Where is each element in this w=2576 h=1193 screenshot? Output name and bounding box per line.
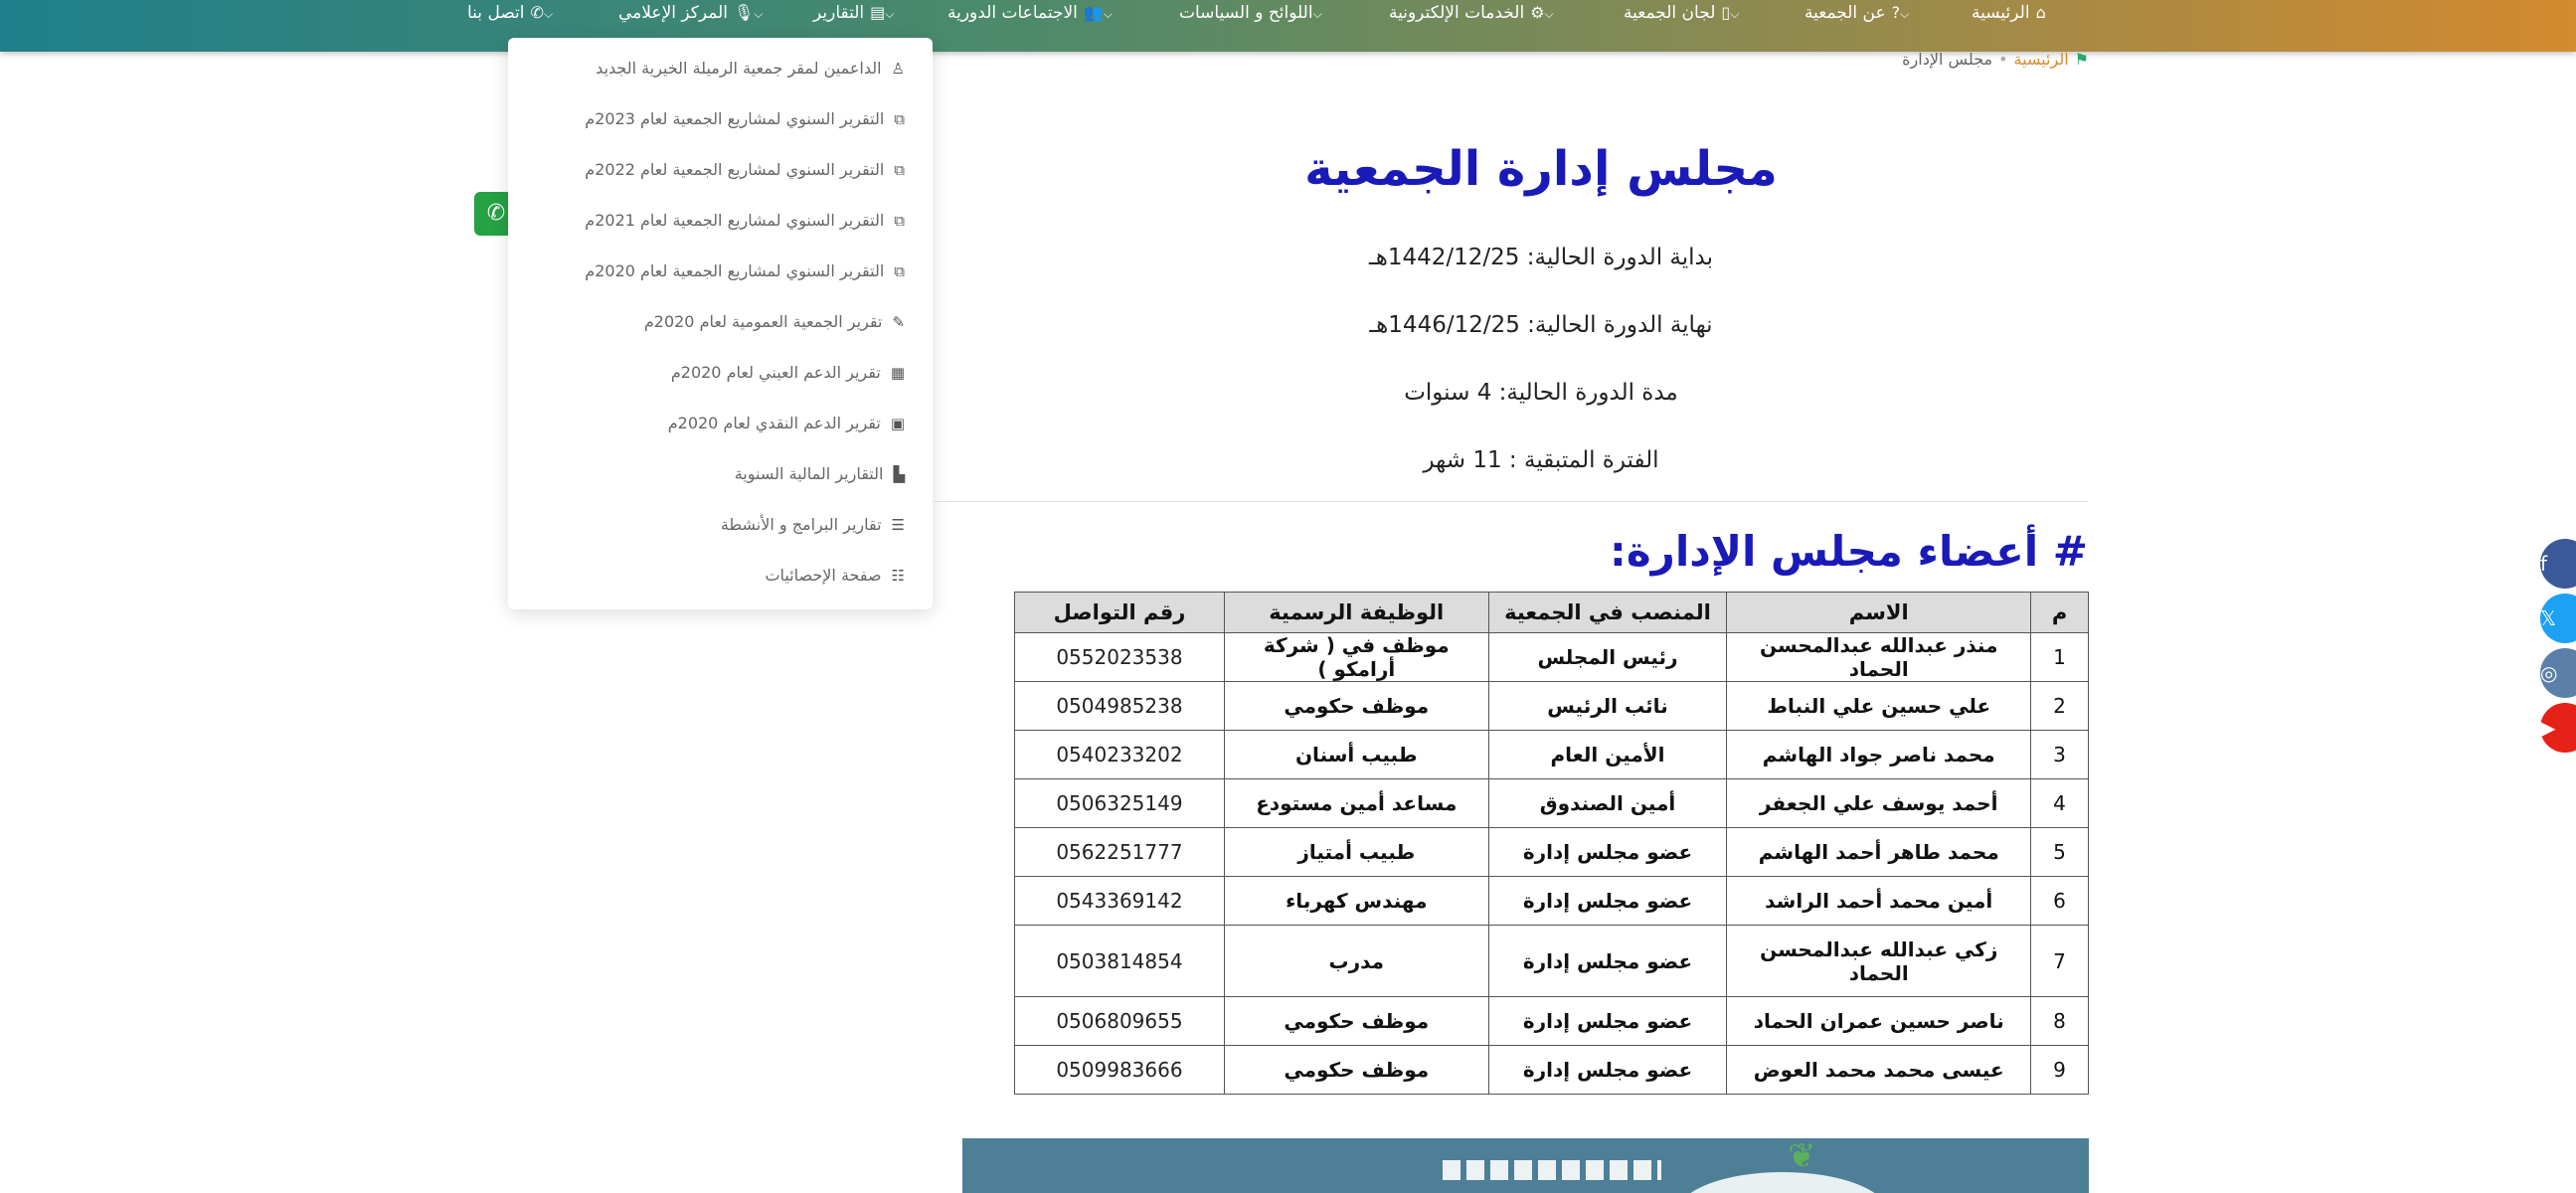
member-name: محمد ناصر جواد الهاشم xyxy=(1727,731,2031,779)
row-number: 2 xyxy=(2031,682,2089,731)
nav-label: لجان الجمعية xyxy=(1624,3,1716,23)
member-job: طبيب أسنان xyxy=(1224,731,1488,779)
nav-media-center[interactable] xyxy=(618,0,773,26)
member-position: رئيس المجلس xyxy=(1488,633,1727,682)
dropdown-item[interactable] xyxy=(596,54,905,84)
dropdown-item[interactable] xyxy=(585,104,905,134)
breadcrumb xyxy=(1902,50,2089,69)
instagram-link[interactable] xyxy=(2540,648,2576,698)
dropdown-item[interactable] xyxy=(585,206,905,236)
youtube-link[interactable] xyxy=(2540,703,2576,753)
chevron-down-icon: ⌵ xyxy=(1103,7,1113,21)
nav-label: اتصل بنا xyxy=(467,3,525,23)
nav-policies[interactable] xyxy=(1179,0,1332,26)
dropdown-item-label: التقرير السنوي لمشاريع الجمعية لعام 2020م xyxy=(585,261,885,280)
column-header: رقم التواصل xyxy=(1015,593,1225,633)
column-header: الوظيفة الرسمية xyxy=(1224,593,1488,633)
cycle-end-text: نهاية الدورة الحالية: 1446/12/25هـ xyxy=(1369,312,1713,338)
x-icon: 𝕏 xyxy=(2540,606,2557,630)
divider xyxy=(935,501,2088,502)
copy-icon: ⧉ xyxy=(894,262,905,280)
dropdown-item[interactable] xyxy=(671,358,905,388)
edit-icon: ✎ xyxy=(892,313,905,331)
member-job: موظف حكومي xyxy=(1224,682,1488,731)
member-name: ناصر حسين عمران الحماد xyxy=(1727,997,2031,1046)
member-position: عضو مجلس إدارة xyxy=(1488,997,1727,1046)
member-position: أمين الصندوق xyxy=(1488,779,1727,828)
instagram-icon: ◎ xyxy=(2540,661,2558,685)
breadcrumb-current: مجلس الإدارة xyxy=(1902,50,1993,69)
chart-icon: ▙ xyxy=(893,465,905,483)
member-job: موظف حكومي xyxy=(1224,1046,1488,1095)
copy-icon: ⧉ xyxy=(894,161,905,179)
chevron-down-icon: ⌵ xyxy=(1544,7,1554,21)
member-name: علي حسين علي النباط xyxy=(1727,682,2031,731)
row-number: 7 xyxy=(2031,926,2089,997)
table-row xyxy=(1015,828,2089,877)
nav-about[interactable] xyxy=(1804,0,1919,26)
table-header-row xyxy=(1015,593,2089,633)
dropdown-item-label: تقرير الدعم النقدي لعام 2020م xyxy=(667,414,881,432)
member-position: الأمين العام xyxy=(1488,731,1727,779)
member-job: مهندس كهرباء xyxy=(1224,877,1488,926)
nav-label: الخدمات الإلكترونية xyxy=(1389,3,1525,23)
dropdown-item-label: التقرير السنوي لمشاريع الجمعية لعام 2021م xyxy=(585,211,885,230)
member-position: عضو مجلس إدارة xyxy=(1488,877,1727,926)
member-job: مدرب xyxy=(1224,926,1488,997)
report-icon: ▤ xyxy=(870,3,886,22)
dropdown-item[interactable] xyxy=(585,155,905,185)
column-header: المنصب في الجمعية xyxy=(1488,593,1727,633)
table-row xyxy=(1015,1046,2089,1095)
whatsapp-icon: ✆ xyxy=(486,201,506,226)
breadcrumb-home-link[interactable]: الرئيسية xyxy=(2013,50,2069,69)
leaf-icon: ❦ xyxy=(1788,1138,1816,1176)
member-job: موظف في ( شركة أرامكو ) xyxy=(1224,633,1488,682)
dropdown-item-label: تقرير الجمعية العمومية لعام 2020م xyxy=(643,312,883,331)
nav-reports[interactable] xyxy=(813,0,904,26)
row-number: 4 xyxy=(2031,779,2089,828)
dropdown-item[interactable] xyxy=(765,561,905,591)
file-icon: ▯ xyxy=(1721,3,1731,22)
table-row xyxy=(1015,731,2089,779)
phone-icon: ✆ xyxy=(530,3,544,22)
bookmark-icon: ⚑ xyxy=(2074,50,2089,69)
board-members-table xyxy=(1014,592,2089,1095)
chevron-down-icon: ⌵ xyxy=(543,7,554,21)
youtube-icon: ▶ xyxy=(2540,716,2556,740)
facebook-link[interactable] xyxy=(2540,539,2576,589)
nav-label: الرئيسية xyxy=(1972,3,2030,23)
copy-icon: ⧉ xyxy=(894,212,905,230)
member-position: عضو مجلس إدارة xyxy=(1488,828,1727,877)
row-number: 3 xyxy=(2031,731,2089,779)
page-title: مجلس إدارة الجمعية xyxy=(1304,141,1778,197)
member-name: منذر عبدالله عبدالمحسن الحماد xyxy=(1727,633,2031,682)
nav-e-services[interactable] xyxy=(1389,0,1564,26)
member-phone: 0543369142 xyxy=(1015,877,1225,926)
member-job: طبيب أمتياز xyxy=(1224,828,1488,877)
member-name: عيسى محمد محمد العوض xyxy=(1727,1046,2031,1095)
nav-meetings[interactable] xyxy=(947,0,1122,26)
table-row xyxy=(1015,997,2089,1046)
money-icon: ▣ xyxy=(890,415,905,432)
banner-text-partial xyxy=(1443,1160,1661,1180)
microphone-icon: 🎙 xyxy=(733,3,755,22)
chevron-down-icon: ⌵ xyxy=(1312,7,1322,21)
nav-home[interactable] xyxy=(1972,0,2046,26)
member-phone: 0540233202 xyxy=(1015,731,1225,779)
dropdown-item[interactable] xyxy=(644,307,905,337)
cycle-start-text: بداية الدورة الحالية: 1442/12/25هـ xyxy=(1369,245,1713,270)
member-phone: 0506325149 xyxy=(1015,779,1225,828)
member-job: موظف حكومي xyxy=(1224,997,1488,1046)
copy-icon: ⧉ xyxy=(894,110,905,128)
member-name: أمين محمد أحمد الراشد xyxy=(1727,877,2031,926)
nav-label: التقارير xyxy=(813,3,865,23)
cycle-duration-text: مدة الدورة الحالية: 4 سنوات xyxy=(1404,380,1678,406)
remaining-period-text: الفترة المتبقية : 11 شهر xyxy=(1423,447,1659,473)
facebook-icon: f xyxy=(2540,552,2548,576)
dropdown-item-label: التقرير السنوي لمشاريع الجمعية لعام 2023م xyxy=(585,109,885,128)
dropdown-item-label: تقارير البرامج و الأنشطة xyxy=(720,515,882,534)
chevron-down-icon: ⌵ xyxy=(1730,7,1740,21)
dropdown-item-label: الداعمين لمقر جمعية الرميلة الخيرية الجديد xyxy=(596,59,882,78)
table-row xyxy=(1015,926,2089,997)
member-name: زكي عبدالله عبدالمحسن الحماد xyxy=(1727,926,2031,997)
chevron-down-icon: ⌵ xyxy=(754,7,764,21)
home-icon: ⌂ xyxy=(2035,3,2046,22)
dropdown-item[interactable] xyxy=(668,409,905,438)
nav-label: الاجتماعات الدورية xyxy=(947,3,1078,23)
nav-label: عن الجمعية xyxy=(1804,3,1886,23)
question-icon: ? xyxy=(1891,3,1901,22)
banner-graphic xyxy=(1678,1172,1887,1193)
list-alt-icon: ☰ xyxy=(891,516,905,534)
dropdown-item-label: التقارير المالية السنوية xyxy=(734,464,884,483)
user-icon: ♙ xyxy=(891,60,905,78)
member-phone: 0503814854 xyxy=(1015,926,1225,997)
member-name: محمد طاهر أحمد الهاشم xyxy=(1727,828,2031,877)
table-row xyxy=(1015,877,2089,926)
nav-contact[interactable] xyxy=(467,0,563,26)
nav-committees[interactable] xyxy=(1624,0,1749,26)
column-header: الاسم xyxy=(1727,593,2031,633)
column-header: م xyxy=(2031,593,2089,633)
x-link[interactable] xyxy=(2540,594,2576,643)
dropdown-item[interactable] xyxy=(585,256,905,286)
tasks-icon: ☷ xyxy=(891,567,905,585)
dropdown-item-label: التقرير السنوي لمشاريع الجمعية لعام 2022م xyxy=(585,160,885,179)
table-row xyxy=(1015,682,2089,731)
dropdown-item[interactable] xyxy=(735,459,905,489)
users-icon: 👥 xyxy=(1083,3,1104,22)
row-number: 1 xyxy=(2031,633,2089,682)
promo-banner xyxy=(962,1138,2089,1193)
member-name: أحمد يوسف علي الجعفر xyxy=(1727,779,2031,828)
member-phone: 0506809655 xyxy=(1015,997,1225,1046)
row-number: 8 xyxy=(2031,997,2089,1046)
member-job: مساعد أمين مستودع xyxy=(1224,779,1488,828)
member-position: عضو مجلس إدارة xyxy=(1488,926,1727,997)
nav-label: المركز الإعلامي xyxy=(618,3,728,23)
nav-label: اللوائح و السياسات xyxy=(1179,3,1313,23)
table-row xyxy=(1015,779,2089,828)
member-phone: 0509983666 xyxy=(1015,1046,1225,1095)
gears-icon: ⚙ xyxy=(1530,3,1545,22)
dropdown-item-label: صفحة الإحصائيات xyxy=(765,566,882,585)
boxes-icon: ▦ xyxy=(890,364,905,382)
member-phone: 0562251777 xyxy=(1015,828,1225,877)
row-number: 5 xyxy=(2031,828,2089,877)
members-section-title: # أعضاء مجلس الإدارة: xyxy=(1610,527,2088,576)
breadcrumb-separator: • xyxy=(1998,50,2008,69)
member-phone: 0504985238 xyxy=(1015,682,1225,731)
member-position: عضو مجلس إدارة xyxy=(1488,1046,1727,1095)
dropdown-item-label: تقرير الدعم العيني لعام 2020م xyxy=(670,363,881,382)
chevron-down-icon: ⌵ xyxy=(1900,7,1910,21)
member-position: نائب الرئيس xyxy=(1488,682,1727,731)
table-row xyxy=(1015,633,2089,682)
row-number: 9 xyxy=(2031,1046,2089,1095)
member-phone: 0552023538 xyxy=(1015,633,1225,682)
chevron-down-icon: ⌵ xyxy=(885,7,895,21)
reports-dropdown-menu xyxy=(508,38,933,609)
row-number: 6 xyxy=(2031,877,2089,926)
dropdown-item[interactable] xyxy=(721,510,905,540)
top-navigation-bar xyxy=(0,0,2576,52)
